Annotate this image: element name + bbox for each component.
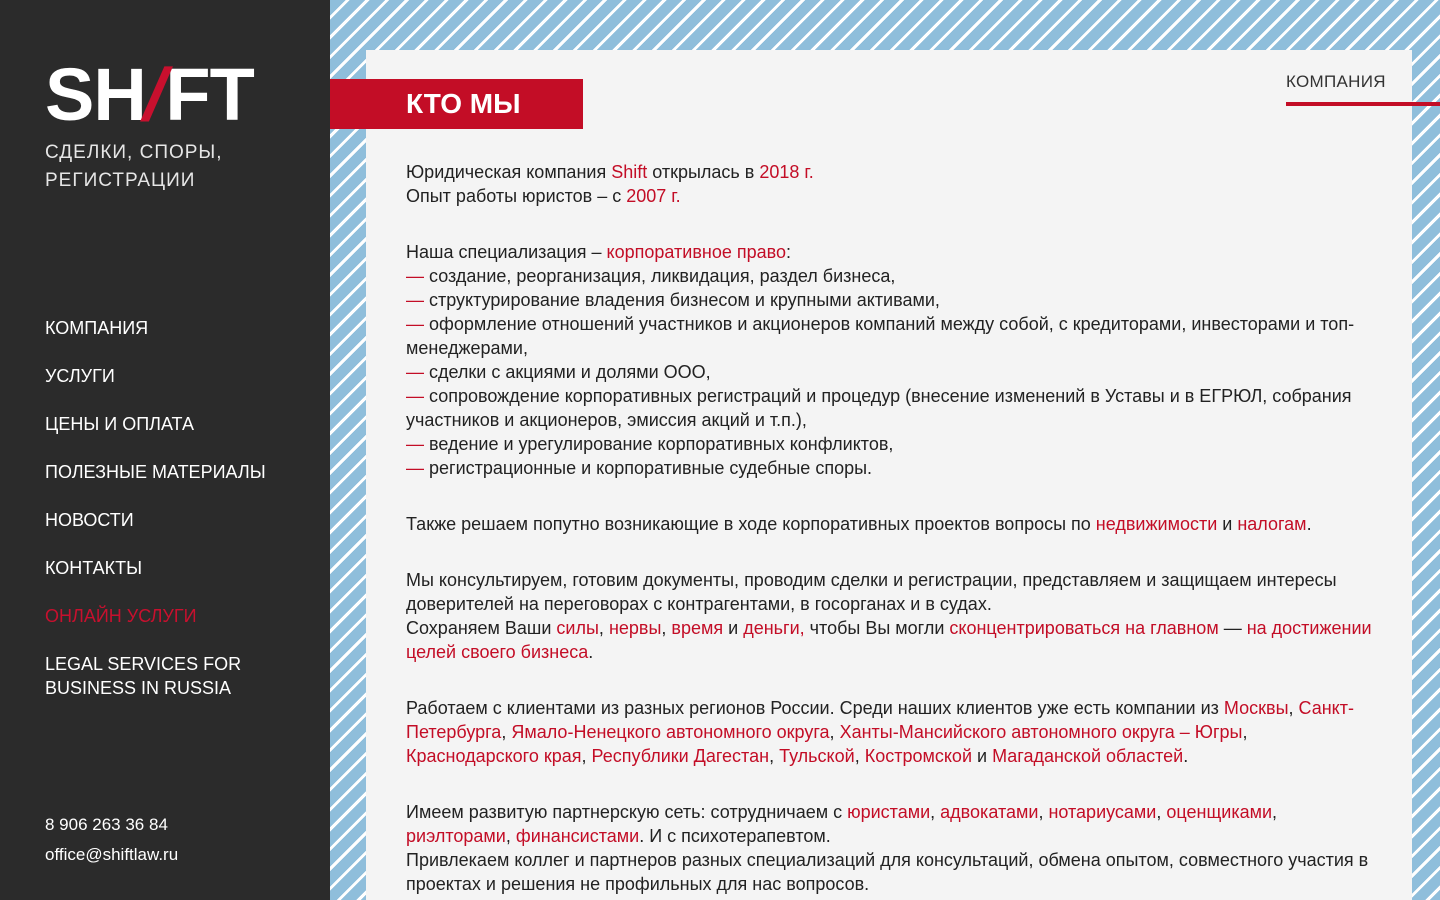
shift-logo[interactable] [45,53,254,136]
spec-item: ведение и урегулирование корпоративных конфликтов, [424,434,894,454]
page-title: КТО МЫ [406,88,521,119]
nav-item-company[interactable]: КОМПАНИЯ [45,318,149,338]
nav-item-services[interactable]: УСЛУГИ [45,366,115,386]
email-link[interactable]: office@shiftlaw.ru [45,845,179,864]
regions-paragraph: Работаем с клиентами из разных регионов России. Среди наших клиентов уже есть компании из Москвы, Санкт-Петербурга, Ямало-Ненецкого автономного округа, Ханты-Мансийского автономного округа – Югры, Краснодарского края, Республики Дагестан, Тульской, Костромской и Магаданской областей. [406,698,1354,766]
nav-item-news[interactable]: НОВОСТИ [45,510,134,530]
main-content [406,160,1381,900]
spec-item: структурирование владения бизнесом и крупными активами, [424,290,940,310]
nav-item-online-services[interactable]: ОНЛАЙН УСЛУГИ [45,606,197,626]
real-estate-link[interactable]: недвижимости [1095,514,1218,534]
nav-item-legal-services-en[interactable]: LEGAL SERVICES FOR BUSINESS IN RUSSIA [45,654,242,698]
tagline: СДЕЛКИ, СПОРЫ, РЕГИСТРАЦИИ [45,142,223,191]
nav-item-materials[interactable]: ПОЛЕЗНЫЕ МАТЕРИАЛЫ [45,462,266,482]
sidebar [0,0,330,900]
spec-item: сделки с акциями и долями ООО, [424,362,711,382]
experience-year: 2007 г. [626,186,681,206]
network-paragraph: Имеем развитую партнерскую сеть: сотрудничаем с юристами, адвокатами, нотариусами, оценщиками, риэлторами, финансистами. И с психотерапевтом. Привлекаем коллег и партнеров разных специализаций для консультаций, обмена опытом, совместного участия в проектах и решения не профильных для нас вопросов. [406,802,1369,894]
logo-text: SH/FT [45,53,254,136]
spec-item: оформление отношений участников и акционеров компаний между собой, с кредиторами, инвесторами и топ-менеджерами, [406,314,1355,358]
phone-link[interactable]: 8 906 263 36 84 [45,815,168,834]
spec-item: регистрационные и корпоративные судебные споры. [424,458,873,478]
taxes-link[interactable]: налогам [1237,514,1307,534]
company-name: Shift [611,162,648,182]
nav-item-prices[interactable]: ЦЕНЫ И ОПЛАТА [45,414,194,434]
specialization-paragraph: Наша специализация – корпоративное право: — создание, реорганизация, ликвидация, раздел бизнеса, — структурирование владения бизнесом и крупными активами, — оформление отношений участников и акционеров компаний между собой, с кредиторами, инвесторами и топ-менеджерами, — сделки с акциями и долями ООО, — сопровождение корпоративных регистраций и процедур (внесение изменений в Уставы и в ЕГРЮЛ, собрания участников и акционеров, эмиссия акций и т.п.), — ведение и урегулирование корпоративных конфликтов, — регистрационные и корпоративные судебные споры. [406,242,1355,478]
also-paragraph: Также решаем попутно возникающие в ходе корпоративных проектов вопросы по недвижимости и налогам. [406,514,1312,534]
contacts-block [45,810,178,870]
main-nav [45,316,266,724]
corporate-law-link[interactable]: корпоративное право [606,242,786,262]
consult-paragraph: Мы консультируем, готовим документы, проводим сделки и регистрации, представляем и защищаем интересы доверителей на переговорах с контрагентами, в госорганах и в судах. Сохраняем Ваши силы, нервы, время и деньги, чтобы Вы могли сконцентрироваться на главном — на достижении целей своего бизнеса. [406,570,1372,662]
breadcrumb-underline [1286,102,1440,106]
breadcrumb-label: КОМПАНИЯ [1286,72,1386,91]
intro-paragraph: Юридическая компания Shift открылась в 2018 г. Опыт работы юристов – с 2007 г. [406,162,814,206]
founded-year: 2018 г. [759,162,814,182]
breadcrumb[interactable] [1286,72,1440,106]
spec-item: создание, реорганизация, ликвидация, раздел бизнеса, [424,266,896,286]
spec-item: сопровождение корпоративных регистраций и процедур (внесение изменений в Уставы и в ЕГРЮЛ, собрания участников и акционеров, эмиссия акций и т.п.), [406,386,1352,430]
nav-item-contacts[interactable]: КОНТАКТЫ [45,558,143,578]
page-title-bar [330,79,583,129]
